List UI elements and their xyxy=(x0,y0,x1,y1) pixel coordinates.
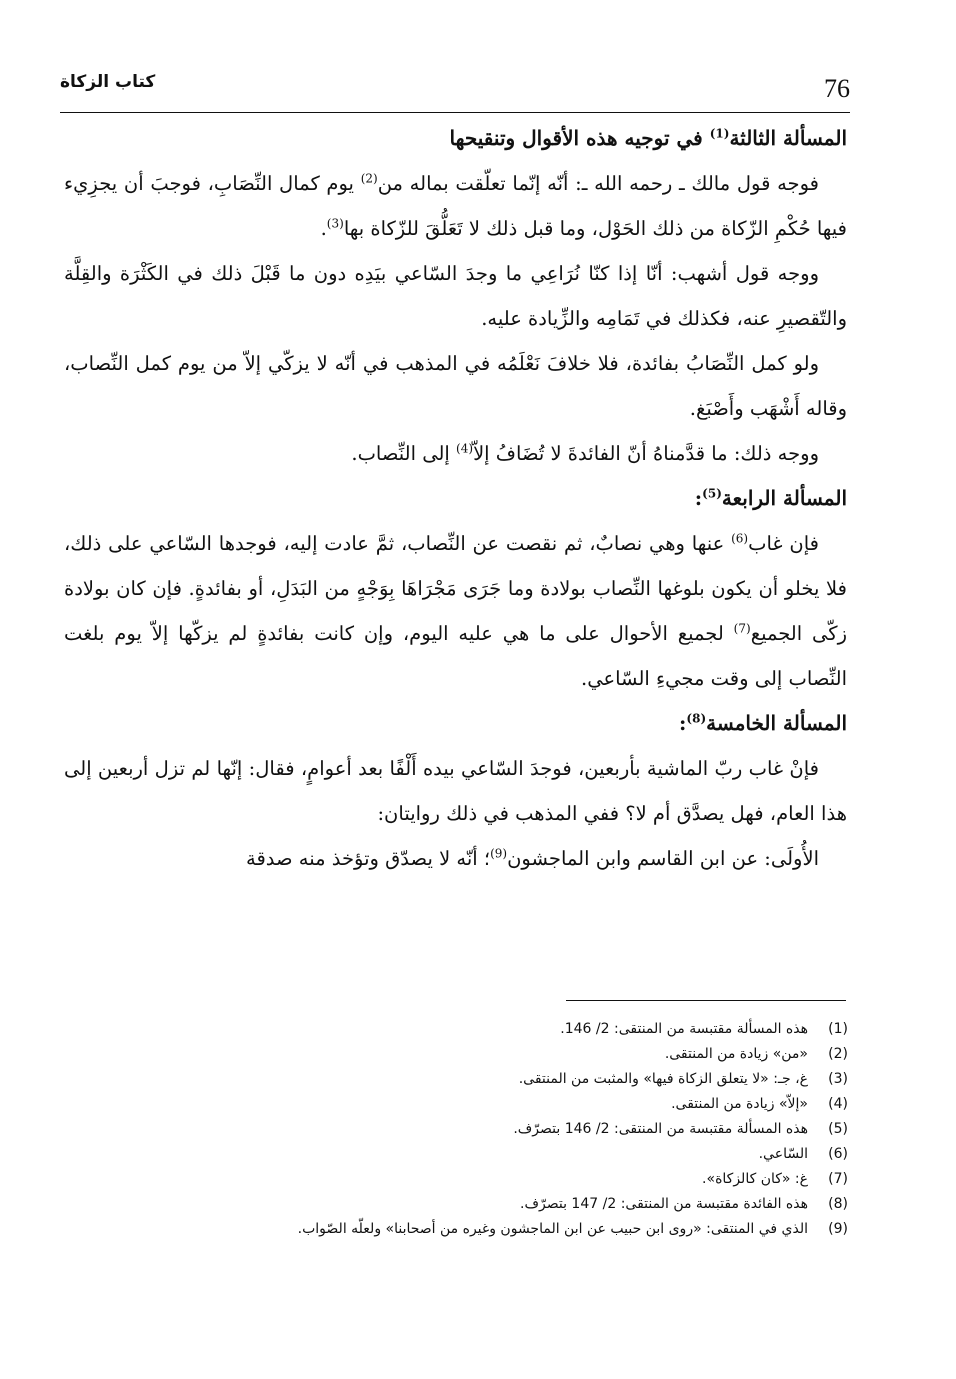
footnote: (4) «إلاّ» زيادة من المنتقى. xyxy=(671,1096,848,1112)
footnote: (7) غ: «كان كالزكاة». xyxy=(702,1171,848,1187)
footnote: (3) غ، جـ: «لا يتعلق الزكاة فيها» والمثبت من المنتقى. xyxy=(518,1071,848,1087)
paragraph: ووجه ذلك: ما قدَّمناهُ أنّ الفائدةَ لا تُضَافُ إلاّ$^{(4)}$ إلى النِّصاب. xyxy=(351,441,819,465)
paragraph: ولو كمل النِّصَابُ بفائدة، فلا خلافَ نَعْلَمُه في المذهب في أنّه لا يزكّي إلاّ من يوم كمل النِّصاب، وقاله أَشْهَب وأَصْبَغ. xyxy=(64,352,847,420)
footnote: (1) هذه المسألة مقتبسة من المنتقى: 2/ 146. xyxy=(560,1021,848,1037)
section-heading-5: المسألة الخامسة$^{(8)}$: xyxy=(679,711,847,735)
footnotes xyxy=(100,1017,848,1242)
page-header xyxy=(60,66,850,106)
main-text xyxy=(64,116,847,881)
paragraph: فإن غاب$^{(6)}$ عنها وهي نصابٌ، ثم نقصت عن النِّصاب، ثمَّ عادت إليه، فوجدها السّاعي على ذلك، فلا يخلو أن يكون بلوغها النِّصاب بولادة وما جَرَى مَجْرَاهَا بِوَجْهٍ من البَدَلِ، أو بفائدةٍ. فإن كان بولادة زكّى الجميع$^{(7)}$ لجميع الأحوال على ما هي عليه اليوم، وإن كانت بفائدةٍ لم يزكّها إلاّ يوم بلغت النِّصاب إلى وقت مجيءِ السّاعي. xyxy=(64,531,847,690)
paragraph: ووجه قول أشهب: أنّا إذا كنّا نُرَاعِي ما وجدَ السّاعي بيَدِه دون ما قَبْلَ ذلك في الكَثْرَة والقِلَّة والتّقصيرِ عنه، فكذلك في تَمَامِه والزِّيادة عليه. xyxy=(64,262,847,330)
page-number: 76 xyxy=(824,74,850,103)
footnote: (6) السّاعي. xyxy=(758,1146,848,1162)
paragraph: فإنْ غاب ربّ الماشية بأربعين، فوجدَ السّاعي بيده أَلْفًا بعد أعوامٍ، فقال: إنّها لم تزل أربعين إلى هذا العام، فهل يصدَّق أم لا؟ ففي المذهب في ذلك روايتان: xyxy=(64,757,847,825)
running-title: كتاب الزكاة xyxy=(60,72,156,92)
footnote: (5) هذه المسألة مقتبسة من المنتقى: 2/ 146 بتصرّف. xyxy=(513,1121,848,1137)
footnote: (9) الذي في المنتقى: «روى ابن حبيب عن ابن الماجشون وغيره من أصحابنا» ولعلّه الصّواب. xyxy=(297,1221,848,1237)
footnote: (8) هذه الفائدة مقتبسة من المنتقى: 2/ 147 بتصرّف. xyxy=(520,1196,848,1212)
section-heading-3: المسألة الثالثة$^{(1)}$ في توجيه هذه الأقوال وتنقيحها xyxy=(449,126,847,150)
footnote-rule xyxy=(566,1000,846,1001)
paragraph: الأُولَى: عن ابن القاسم وابن الماجشون$^{(9)}$؛ أنّه لا يصدّق وتؤخذ منه صدقة xyxy=(246,846,819,870)
header-rule xyxy=(60,112,850,113)
section-heading-4: المسألة الرابعة$^{(5)}$: xyxy=(694,486,847,510)
paragraph: فوجه قول مالك ـ رحمه الله ـ: أنّه إنّما تعلّقت بماله من$^{(2)}$ يوم كمال النِّصَابِ، فوجبَ أن يجزِيء فيها حُكْمِ الزّكاة من ذلك الحَوْل، وما قبل ذلك لا تَعَلُّقَ للزّكاة بها$^{(3)}$. xyxy=(64,171,847,240)
footnote: (2) «من» زيادة من المنتقى. xyxy=(664,1046,848,1062)
